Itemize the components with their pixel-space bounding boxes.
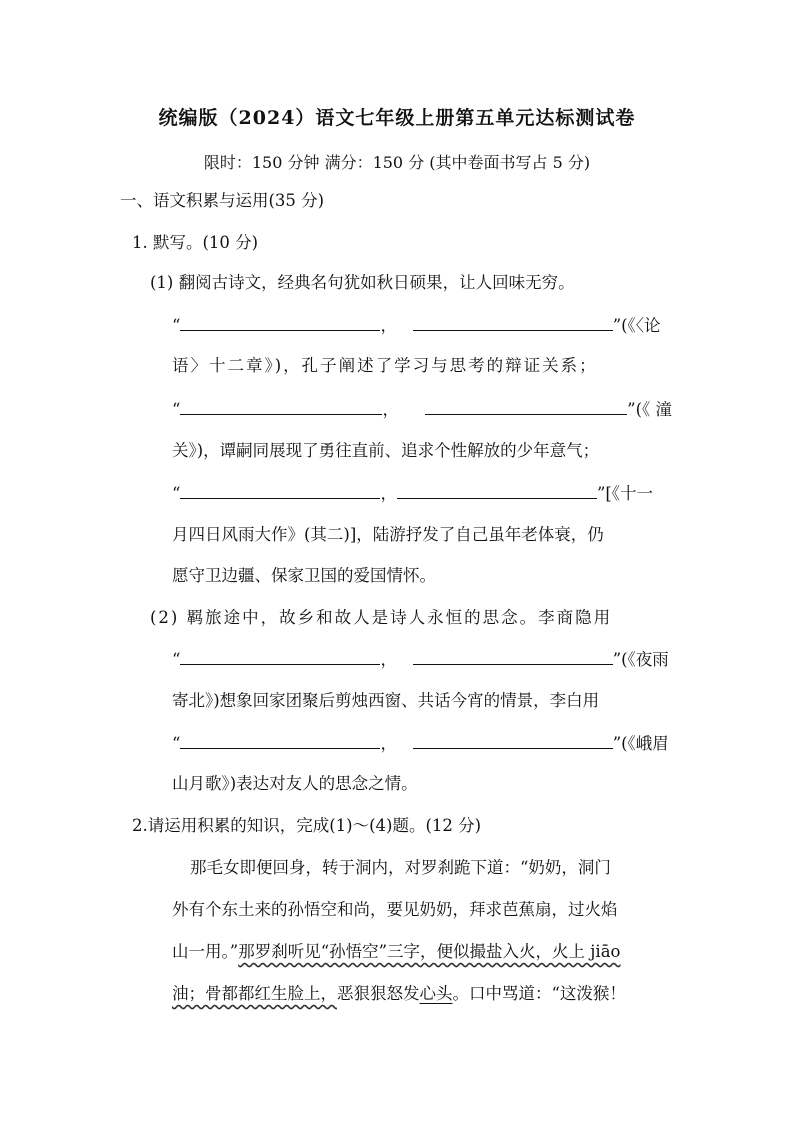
q1-part2-intro: (2) 羁旅途中，故乡和故人是诗人永恒的思念。李商隐用 — [150, 608, 613, 627]
q1-blank-row-5 — [172, 732, 669, 755]
open-quote: “ — [172, 484, 181, 503]
q1-text-line: 愿守卫边疆、保家卫国的爱国情怀。 — [172, 566, 436, 585]
comma: ， — [380, 650, 397, 669]
answer-blank[interactable] — [180, 398, 382, 415]
q1-text-line: 关》)，谭嗣同展现了勇往直前、追求个性解放的少年意气； — [172, 441, 600, 460]
source-ref: ”(《 潼 — [627, 400, 673, 419]
q1-part1-intro: (1) 翻阅古诗文，经典名句犹如秋日硕果，让人回味无穷。 — [150, 273, 575, 292]
answer-blank[interactable] — [180, 482, 380, 499]
open-quote: “ — [172, 316, 181, 335]
wavy-underlined-text: 那罗刹听见“孙悟空”三字，便似撮盐入火，火上 jiāo — [238, 942, 621, 961]
passage-line-3 — [172, 941, 620, 963]
open-quote: “ — [172, 650, 181, 669]
answer-blank[interactable] — [425, 398, 627, 415]
source-ref: ”[《十一 — [596, 484, 654, 503]
underlined-word: 心头 — [419, 984, 453, 1003]
exam-subtitle: 限时：150 分钟 满分：150 分 (其中卷面书写占 5 分) — [203, 153, 591, 172]
answer-blank[interactable] — [397, 482, 597, 499]
exam-title: 统编版（2024）语文七年级上册第五单元达标测试卷 — [158, 107, 636, 129]
comma: ， — [380, 484, 397, 503]
q1-text-line: 山月歌》)表达对友人的思念之情。 — [172, 774, 418, 793]
q1-text-line: 寄北》)想象回家团聚后剪烛西窗、共话今宵的情景，李白用 — [172, 691, 600, 710]
q1-blank-row-3 — [172, 482, 653, 505]
source-ref: ”(《峨眉 — [612, 734, 669, 753]
source-ref: ”(《夜雨 — [612, 650, 669, 669]
q1-text-line: 语〉十二章》)，孔子阐述了学习与思考的辩证关系； — [172, 356, 598, 375]
comma: ， — [380, 734, 397, 753]
answer-blank[interactable] — [180, 732, 380, 749]
answer-blank[interactable] — [180, 314, 380, 331]
q1-blank-row-2 — [172, 398, 672, 421]
passage-line-1: 那毛女即便回身，转于洞内，对罗刹跪下道：“奶奶，洞门 — [190, 858, 611, 877]
q1-text-line: 月四日风雨大作》(其二)]，陆游抒发了自己虽年老体衰，仍 — [172, 525, 604, 544]
section-heading: 一、语文积累与运用(35 分) — [120, 191, 325, 210]
answer-blank[interactable] — [413, 732, 613, 749]
passage-text: 。口中骂道：“这泼猴！ — [452, 984, 626, 1003]
answer-blank[interactable] — [180, 648, 380, 665]
question-1-label: 1. 默写。(10 分) — [132, 233, 259, 252]
passage-text: 山一用。” — [172, 942, 239, 961]
passage-line-4 — [172, 983, 626, 1005]
source-ref: ”(《〈论 — [612, 316, 661, 335]
comma: ， — [382, 400, 399, 419]
passage-line-2: 外有个东土来的孙悟空和尚，要见奶奶，拜求芭蕉扇，过火焰 — [172, 900, 618, 919]
open-quote: “ — [172, 734, 181, 753]
passage-text: 恶狠狠怒发 — [337, 984, 420, 1003]
q1-blank-row-4 — [172, 648, 669, 671]
question-2-label: 2.请运用积累的知识，完成(1)～(4)题。(12 分) — [132, 816, 482, 835]
q1-blank-row-1 — [172, 314, 661, 337]
open-quote: “ — [172, 400, 181, 419]
wavy-underlined-text: 油；骨都都红生脸上， — [172, 984, 337, 1003]
answer-blank[interactable] — [413, 314, 613, 331]
comma: ， — [380, 316, 397, 335]
answer-blank[interactable] — [413, 648, 613, 665]
